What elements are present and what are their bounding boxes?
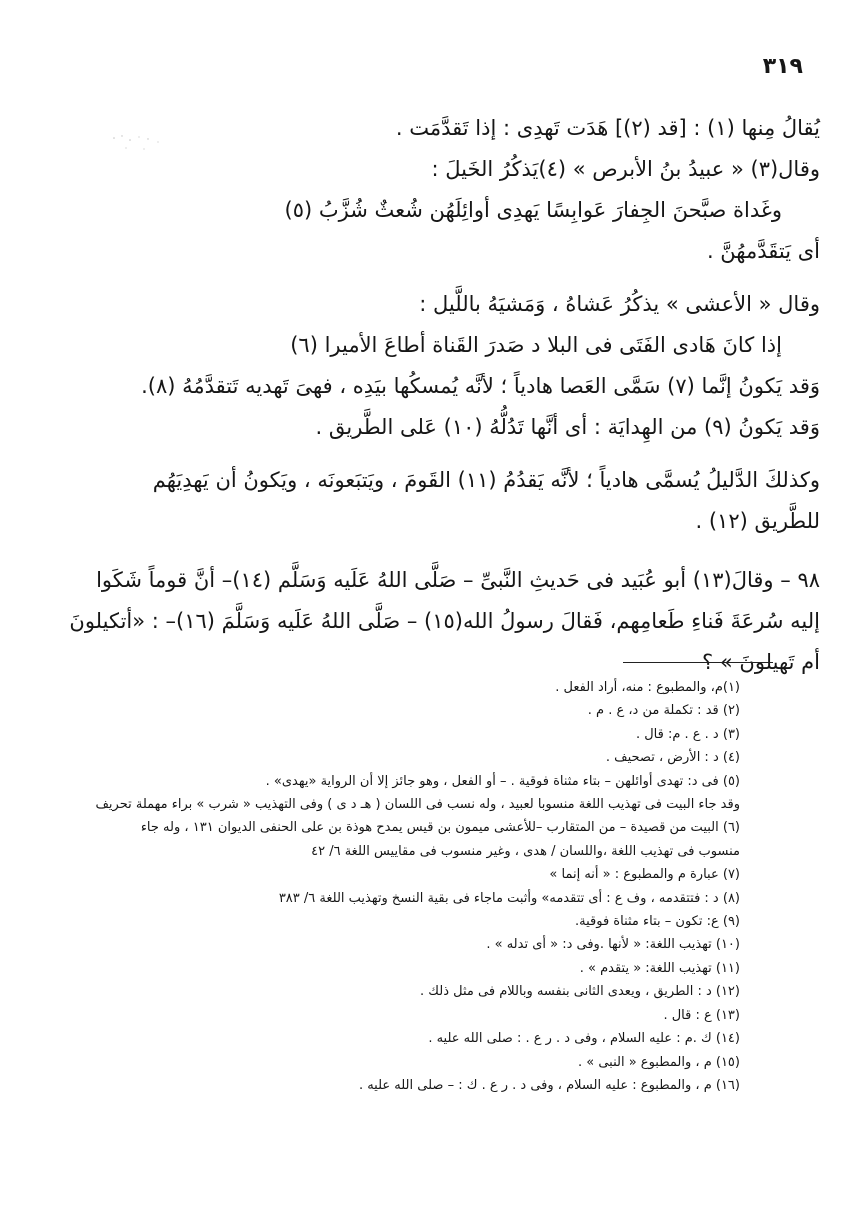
poem-verse: إذا كانَ هَادى الفَتَى فى البلا د صَدرَ القَناة أطاعَ الأميرا (٦) <box>290 333 782 357</box>
footnote: (٨) د : فتتقدمه ، وف ع : أى تتقدمه» وأثبت ماجاء فى بقية النسخ وتهذيب اللغة ٦/ ٣٨٣ <box>278 890 740 906</box>
text-line: يُقالُ مِنها (١) : [قد (٢)] هَدَت تَهدِى : إذا تَقدَّمَت . <box>395 116 820 140</box>
footnote: (١٣) ع : قال . <box>663 1007 740 1023</box>
footnote-divider <box>623 662 773 663</box>
footnote-continuation: منسوب فى تهذيب اللغة ،واللسان / هدى ، وغير منسوب فى مقاييس اللغة ٦/ ٤٢ <box>311 843 740 859</box>
page-number: ٣١٩ <box>762 54 803 79</box>
footnote: (١)م، والمطبوع : منه، أراد الفعل . <box>555 680 740 695</box>
footnote: (٤) د : الأرض ، تصحيف . <box>605 750 740 766</box>
footnote: (٦) البيت من قصيدة – من المتقارب –للأعشى ميمون بن قيس يمدح هوذة بن على الحنفى الديوان ١٣١ ، وله جاء <box>140 820 740 836</box>
footnote: (١٠) تهذيب اللغة: « لأنها .وفى د: « أى تدله » . <box>486 937 740 953</box>
text-line: وكذلكَ الدَّليلُ يُسمَّى هادياً ؛ لأنَّه يَقدُمُ (١١) القَومَ ، ويَتبَعونَه ، ويَكونُ أن يَهدِيَهُم <box>152 468 820 492</box>
main-text <box>69 108 820 683</box>
footnotes <box>95 676 740 1097</box>
text-line: ٩٨ – وقالَ(١٣) أبو عُبَيد فى حَديثِ النَّبىِّ – صَلَّى اللهُ عَلَيه وَسَلَّم (١٤)– أنَّ قوماً شَكَوا <box>96 568 820 592</box>
footnote: (٣) د . ع . م: قال . <box>635 726 740 742</box>
text-line: أى يَتقَدَّمهُنَّ . <box>706 239 820 263</box>
footnote-continuation: وقد جاء البيت فى تهذيب اللغة منسوبا لعبيد ، وله نسب فى اللسان ( هـ د ى ) وفى التهذيب « شرب » براء مهملة تحريف <box>95 797 740 813</box>
text-line: وقال(٣) « عبيدُ بنُ الأبرص » (٤)يَذكُرُ الخَيلَ : <box>431 157 820 181</box>
text-line: للطَّريق (١٢) . <box>695 509 820 533</box>
text-line: أم تَهيلونَ » ؟ <box>702 650 820 674</box>
footnote: (٢) قد : تكملة من د، ع . م . <box>587 703 740 719</box>
footnote: (٩) ع: تكون – بتاء مثناة فوقية. <box>575 914 740 930</box>
footnote: (٥) فى د: تهدى أوائلهن – بتاء مثناة فوقية . – أو الفعل ، وهو جائز إلا أن الرواية «يهدى» . <box>265 773 740 789</box>
footnote: (٧) عبارة م والمطبوع : « أنه إنما » <box>549 867 740 883</box>
text-line: وقال « الأعشى » يذكُرُ عَشاهُ ، وَمَشيَهُ باللَّيل : <box>419 292 820 316</box>
footnote: (١٢) د : الطريق ، ويعدى الثانى بنفسه وباللام فى مثل ذلك . <box>420 984 740 1000</box>
footnote: (١٥) م ، والمطبوع « النبى » . <box>577 1054 740 1070</box>
footnote: (١٤) ك .م : عليه السلام ، وفى د . ر ع . : صلى الله عليه . <box>428 1031 740 1047</box>
text-line: وَقد يَكونُ إنَّما (٧) سَمَّى العَصا هادياً ؛ لأنَّه يُمسكُها بيَدِه ، فهىَ تَهديه تَتقدَّمُهُ (٨). <box>141 374 820 398</box>
footnote: (١١) تهذيب اللغة: « يتقدم » . <box>579 960 740 976</box>
poem-verse: وغَداة صبَّحنَ الجِفارَ عَوابِسًا يَهدِى أوائِلَهُن شُعثٌ شُزَّبُ (٥) <box>284 198 782 222</box>
text-line: إليه سُرعَةَ فَناءِ طَعامِهم، فَقالَ رسولُ الله(١٥) – صَلَّى اللهُ عَلَيه وَسَلَّمَ (١٦)– : «أتكيلونَ <box>69 609 820 633</box>
footnote: (١٦) م ، والمطبوع : عليه السلام ، وفى د . ر ع . ك : – صلى الله عليه . <box>358 1077 740 1093</box>
text-line: وَقد يَكونُ (٩) من الهِدايَة : أى أنَّها تَدُلُّهُ (١٠) عَلى الطَّريق . <box>315 415 820 439</box>
